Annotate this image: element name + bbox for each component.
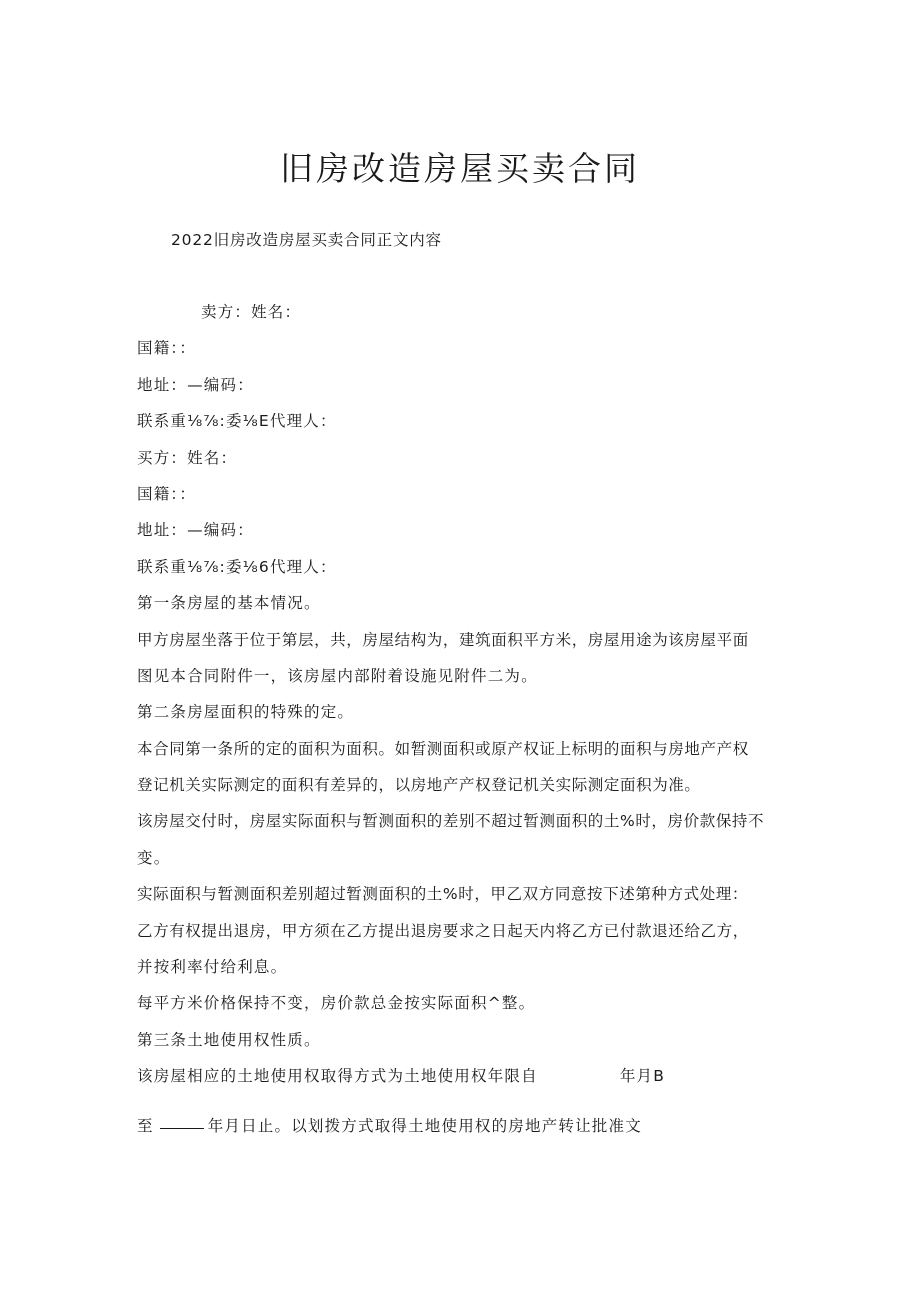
- buyer-address-line: 地址：—编码：: [137, 521, 254, 540]
- article-1-heading: 第一条房屋的基本情况。: [137, 594, 321, 613]
- seller-contact-line: 联系重⅛⅞:委⅛E代理人：: [137, 412, 337, 431]
- land-use-line-right: 年月B: [619, 1067, 666, 1086]
- article-2-text-line-5: 实际面积与暂测面积差别超过暂测面积的土%时，甲乙双方同意按下述第种方式处理：: [137, 885, 749, 904]
- article-3-heading: 第三条土地使用权性质。: [137, 1030, 321, 1049]
- seller-address-line: 地址：—编码：: [137, 375, 254, 394]
- land-term-suffix: 年月日止。以划拨方式取得土地使用权的房地产转让批准文: [207, 1117, 642, 1135]
- land-term-prefix: 至: [137, 1117, 154, 1135]
- contract-body: [137, 301, 797, 1102]
- fill-in-blank: [160, 1127, 204, 1129]
- land-use-line-left: 该房屋相应的土地使用权取得方式为土地使用权年限自: [137, 1067, 538, 1086]
- article-2-text-line-3: 该房屋交付时，房屋实际面积与暂测面积的差别不超过暂测面积的土%时，房价款保持不: [137, 812, 765, 831]
- article-2-text-line-7: 并按利率付给利息。: [137, 958, 288, 977]
- land-use-line: [137, 1065, 797, 1087]
- land-term-line: [137, 1115, 642, 1137]
- document-title: 旧房改造房屋买卖合同: [280, 149, 640, 188]
- document-subtitle: 2022旧房改造房屋买卖合同正文内容: [171, 231, 442, 249]
- article-2-text-line-2: 登记机关实际测定的面积有差异的，以房地产产权登记机关实际测定面积为准。: [137, 776, 701, 795]
- article-2-text-line-6: 乙方有权提出退房，甲方须在乙方提出退房要求之日起天内将乙方已付款退还给乙方，: [137, 921, 749, 940]
- article-2-heading: 第二条房屋面积的特殊的定。: [137, 703, 355, 722]
- article-2-text-line-8: 每平方米价格保持不变，房价款总金按实际面积^整。: [137, 994, 536, 1013]
- buyer-contact-line: 联系重⅛⅞:委⅛6代理人：: [137, 557, 337, 576]
- article-2-text-line-4: 变。: [137, 848, 171, 867]
- article-1-text-line-1: 甲方房屋坐落于位于第层，共，房屋结构为，建筑面积平方米，房屋用途为该房屋平面: [137, 630, 749, 649]
- buyer-name-line: 买方：姓名：: [137, 448, 238, 467]
- seller-name-line: 卖方：姓名：: [201, 303, 302, 321]
- article-1-text-line-2: 图见本合同附件一，该房屋内部附着设施见附件二为。: [137, 666, 538, 685]
- seller-nationality-line: 国籍：：: [137, 339, 197, 358]
- article-2-text-line-1: 本合同第一条所的定的面积为面积。如暂测面积或原产权证上标明的面积与房地产产权: [137, 739, 749, 758]
- buyer-nationality-line: 国籍：：: [137, 484, 197, 503]
